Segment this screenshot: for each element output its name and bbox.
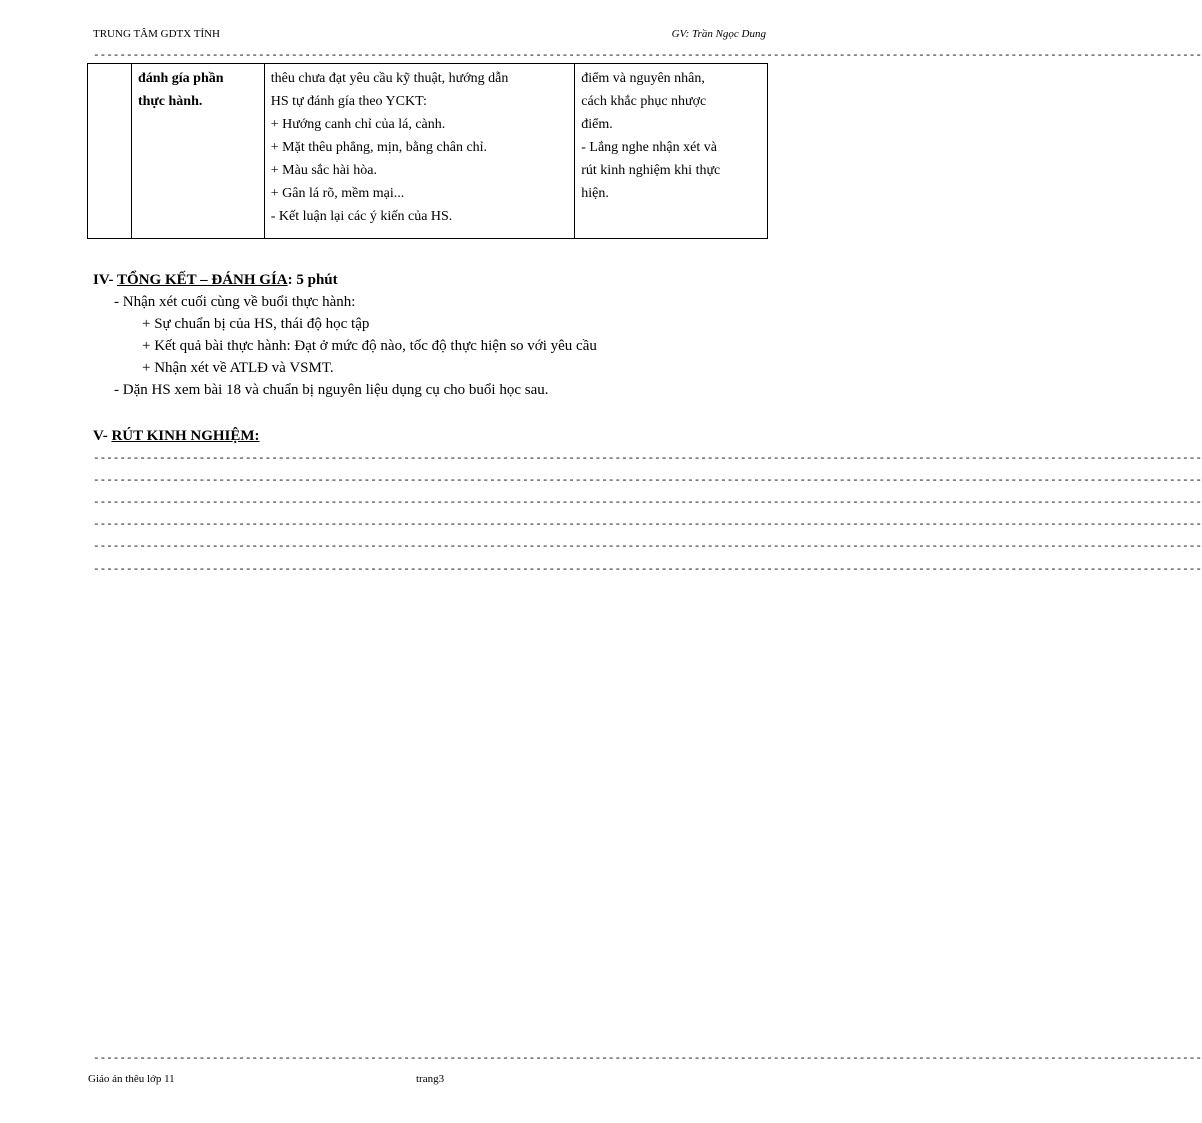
cell-line: hiện. (581, 186, 609, 201)
cell-line: HS tự đánh gía theo YCKT: (270, 94, 427, 109)
header-divider: ------------------------------------------------------------------------------------------------------------------------------------------------------------------------ (93, 50, 1202, 62)
cell-line: rút kinh nghiệm khi thực (581, 163, 721, 178)
table-cell-student-activity (575, 64, 768, 239)
cell-line: điểm. (581, 117, 613, 132)
cell-line: + Màu sắc hài hòa. (270, 163, 378, 178)
section-4-suffix: : 5 phút (287, 272, 338, 288)
section-4-heading (93, 272, 338, 289)
table-cell-teacher-activity (264, 64, 574, 239)
section-4-line: + Sự chuẩn bị của HS, thái độ học tập (142, 316, 370, 332)
cell-line: + Mặt thêu phẳng, mịn, bằng chân chỉ. (270, 140, 488, 155)
cell-line: + Hướng canh chỉ của lá, cành. (270, 117, 446, 132)
cell-line: - Kết luận lại các ý kiến của HS. (270, 209, 453, 224)
page-number: trang3 (416, 1073, 445, 1085)
cell-line: cách khắc phục nhược (581, 94, 707, 109)
footer-divider: ------------------------------------------------------------------------------------------------------------------------------------------------------------------------ (93, 1053, 1202, 1065)
cell-line: đánh gía phần (137, 71, 224, 86)
section-4-line: + Nhận xét về ATLĐ và VSMT. (142, 360, 334, 376)
cell-line: thực hành. (137, 94, 203, 109)
footer-title: Giáo án thêu lớp 11 (88, 1073, 175, 1085)
header-school: TRUNG TÂM GDTX TỈNH (93, 28, 221, 40)
header-teacher: GV: Trần Ngọc Dung (671, 28, 766, 40)
table-cell-stt (88, 64, 132, 239)
notes-line: ------------------------------------------------------------------------------------------------------------------------------------------------------------------------ (93, 564, 1202, 576)
section-4-number: IV- (93, 272, 118, 288)
cell-line: điểm và nguyên nhân, (581, 71, 705, 86)
notes-line: ------------------------------------------------------------------------------------------------------------------------------------------------------------------------ (93, 519, 1202, 531)
section-4-line: - Nhận xét cuối cùng về buổi thực hành: (114, 294, 356, 310)
section-4-title: TỔNG KẾT – ĐÁNH GÍA (117, 272, 288, 288)
notes-line: ------------------------------------------------------------------------------------------------------------------------------------------------------------------------ (93, 541, 1202, 553)
activity-table (87, 63, 768, 239)
notes-line: ------------------------------------------------------------------------------------------------------------------------------------------------------------------------ (93, 475, 1202, 487)
cell-line: thêu chưa đạt yêu cầu kỹ thuật, hướng dẫn (270, 71, 509, 86)
cell-line: - Lắng nghe nhận xét và (581, 140, 717, 155)
table-row (88, 64, 768, 239)
section-4-line: - Dặn HS xem bài 18 và chuẩn bị nguyên liệu dụng cụ cho buổi học sau. (114, 382, 549, 398)
section-5-title: RÚT KINH NGHIỆM: (111, 428, 260, 444)
cell-line: + Gân lá rõ, mềm mại... (270, 186, 405, 201)
notes-line: ------------------------------------------------------------------------------------------------------------------------------------------------------------------------ (93, 453, 1202, 465)
section-4-line: + Kết quả bài thực hành: Đạt ở mức độ nào, tốc độ thực hiện so với yêu cầu (142, 338, 597, 354)
section-5-number: V- (93, 428, 112, 444)
notes-line: ------------------------------------------------------------------------------------------------------------------------------------------------------------------------ (93, 497, 1202, 509)
section-5-heading (93, 428, 260, 445)
table-cell-content (131, 64, 264, 239)
